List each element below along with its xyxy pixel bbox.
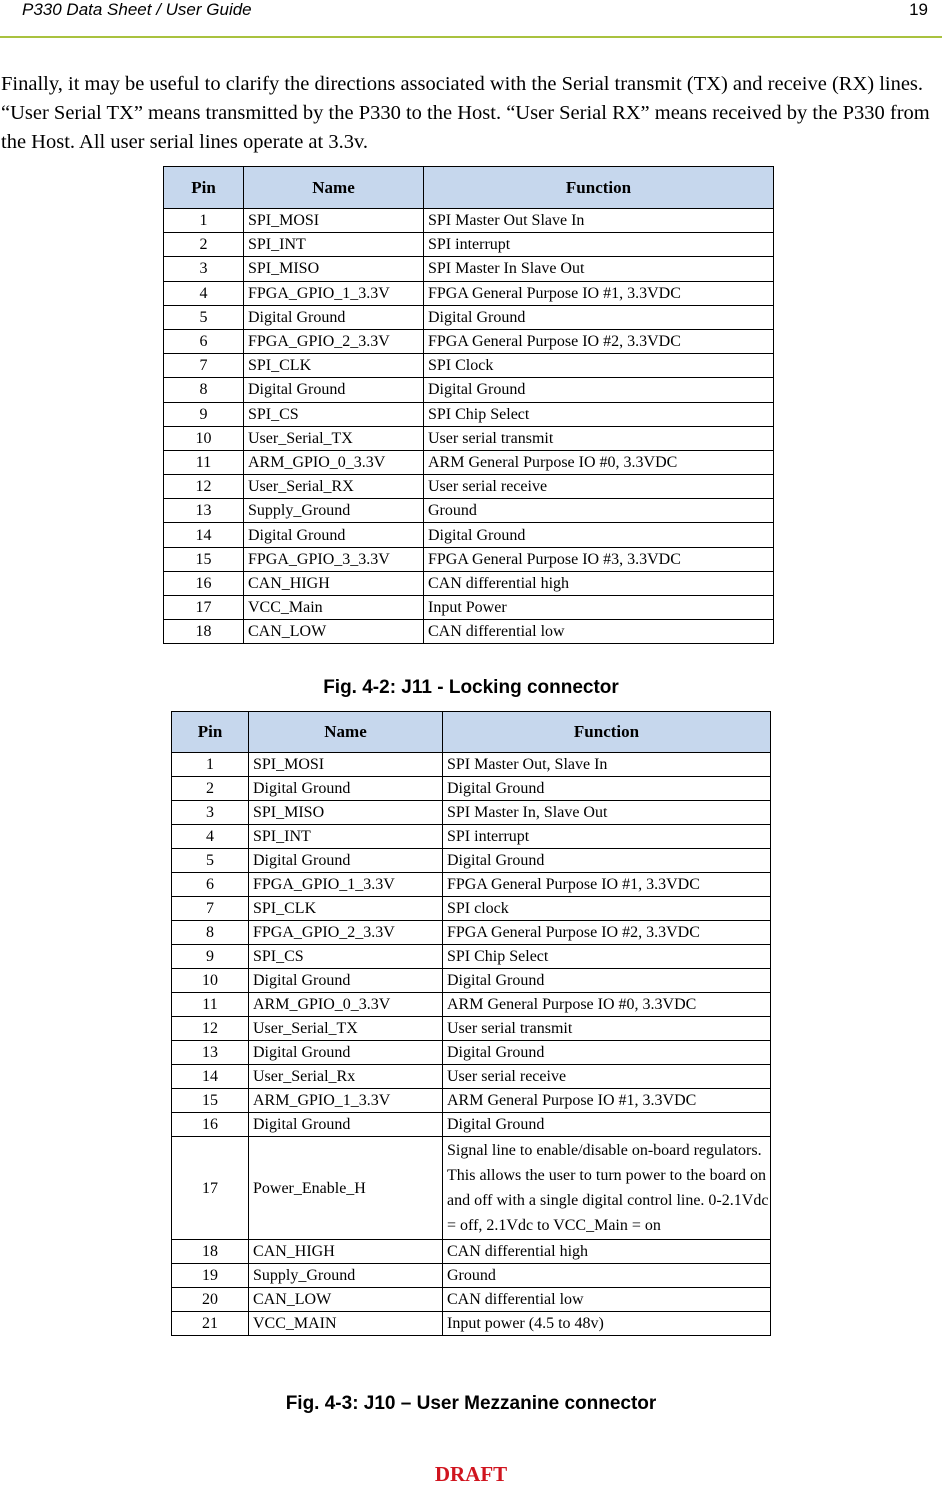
function-cell: Input power (4.5 to 48v) xyxy=(443,1312,771,1336)
function-cell: Digital Ground xyxy=(424,523,774,547)
name-cell: SPI_CS xyxy=(244,402,424,426)
table-row xyxy=(172,1113,771,1137)
draft-watermark: DRAFT xyxy=(434,1462,508,1486)
table-header-row xyxy=(172,712,771,753)
function-cell: User serial receive xyxy=(424,475,774,499)
function-cell: CAN differential high xyxy=(424,571,774,595)
pin-cell: 6 xyxy=(172,873,249,897)
pin-cell: 1 xyxy=(164,209,244,233)
table-row xyxy=(164,571,774,595)
function-cell: SPI Clock xyxy=(424,354,774,378)
table-row xyxy=(172,1137,771,1240)
table-row xyxy=(164,257,774,281)
table-row xyxy=(172,1065,771,1089)
name-cell: ARM_GPIO_1_3.3V xyxy=(249,1089,443,1113)
name-cell: FPGA_GPIO_2_3.3V xyxy=(249,921,443,945)
pin-cell: 8 xyxy=(164,378,244,402)
pin-cell: 4 xyxy=(164,281,244,305)
table-row xyxy=(172,1017,771,1041)
table-row xyxy=(172,1089,771,1113)
table-row xyxy=(164,378,774,402)
page-header xyxy=(0,0,942,38)
pin-cell: 3 xyxy=(172,801,249,825)
function-cell: Ground xyxy=(443,1264,771,1288)
function-cell: Input Power xyxy=(424,596,774,620)
table-row xyxy=(164,233,774,257)
pin-cell: 21 xyxy=(172,1312,249,1336)
pin-cell: 4 xyxy=(172,825,249,849)
pin-cell: 9 xyxy=(164,402,244,426)
name-cell: VCC_Main xyxy=(244,596,424,620)
pin-cell: 6 xyxy=(164,329,244,353)
table-row xyxy=(164,523,774,547)
table-row xyxy=(172,801,771,825)
name-cell: ARM_GPIO_0_3.3V xyxy=(249,993,443,1017)
table-row xyxy=(164,354,774,378)
name-cell: FPGA_GPIO_2_3.3V xyxy=(244,329,424,353)
function-cell: Digital Ground xyxy=(424,378,774,402)
table-row xyxy=(164,329,774,353)
function-cell: Signal line to enable/disable on-board regulators. This allows the user to turn power to the board on and off with a single digital control line. 0-2.1Vdc = off, 2.1Vdc to VCC_Main = on xyxy=(443,1137,771,1240)
function-cell: Digital Ground xyxy=(443,1113,771,1137)
table-row xyxy=(164,305,774,329)
name-cell: SPI_MISO xyxy=(249,801,443,825)
function-cell: Digital Ground xyxy=(443,777,771,801)
pin-cell: 18 xyxy=(172,1240,249,1264)
name-cell: SPI_INT xyxy=(249,825,443,849)
pin-cell: 2 xyxy=(164,233,244,257)
name-cell: CAN_LOW xyxy=(249,1288,443,1312)
function-cell: FPGA General Purpose IO #1, 3.3VDC xyxy=(443,873,771,897)
table-row xyxy=(172,897,771,921)
table-row xyxy=(172,945,771,969)
pin-cell: 10 xyxy=(164,426,244,450)
pin-cell: 14 xyxy=(164,523,244,547)
pin-cell: 3 xyxy=(164,257,244,281)
function-cell: User serial transmit xyxy=(424,426,774,450)
table-row xyxy=(172,849,771,873)
table-row xyxy=(164,475,774,499)
header-pin: Pin xyxy=(172,712,249,753)
table-row xyxy=(164,547,774,571)
name-cell: SPI_CLK xyxy=(249,897,443,921)
function-cell: SPI Master Out, Slave In xyxy=(443,753,771,777)
function-cell: Digital Ground xyxy=(443,969,771,993)
table-row xyxy=(172,1312,771,1336)
name-cell: FPGA_GPIO_1_3.3V xyxy=(249,873,443,897)
function-cell: SPI clock xyxy=(443,897,771,921)
name-cell: VCC_MAIN xyxy=(249,1312,443,1336)
function-cell: ARM General Purpose IO #0, 3.3VDC xyxy=(443,993,771,1017)
table-row xyxy=(164,596,774,620)
table-row xyxy=(172,753,771,777)
table-row xyxy=(164,499,774,523)
header-name: Name xyxy=(244,167,424,209)
function-cell: User serial transmit xyxy=(443,1017,771,1041)
pin-cell: 13 xyxy=(172,1041,249,1065)
function-cell: Ground xyxy=(424,499,774,523)
name-cell: SPI_MISO xyxy=(244,257,424,281)
function-cell: FPGA General Purpose IO #2, 3.3VDC xyxy=(443,921,771,945)
pin-cell: 18 xyxy=(164,620,244,644)
name-cell: Digital Ground xyxy=(249,1113,443,1137)
function-cell: ARM General Purpose IO #1, 3.3VDC xyxy=(443,1089,771,1113)
table-row xyxy=(172,993,771,1017)
intro-paragraph: Finally, it may be useful to clarify the directions associated with the Serial transmit (TX) and receive (RX) lines. “User Serial TX” means transmitted by the P330 to the Host. “User Serial RX” means received by the P330 from the Host. All user serial lines operate at 3.3v. xyxy=(1,73,930,153)
function-cell: SPI Master In, Slave Out xyxy=(443,801,771,825)
table-row xyxy=(164,426,774,450)
function-cell: ARM General Purpose IO #0, 3.3VDC xyxy=(424,450,774,474)
name-cell: ARM_GPIO_0_3.3V xyxy=(244,450,424,474)
name-cell: CAN_HIGH xyxy=(249,1240,443,1264)
pin-cell: 17 xyxy=(172,1137,249,1240)
function-cell: CAN differential low xyxy=(424,620,774,644)
function-cell: SPI Master In Slave Out xyxy=(424,257,774,281)
pin-cell: 7 xyxy=(172,897,249,921)
function-cell: SPI interrupt xyxy=(424,233,774,257)
figure-caption-j11: Fig. 4-2: J11 - Locking connector xyxy=(323,677,619,698)
function-cell: CAN differential high xyxy=(443,1240,771,1264)
j10-pinout-table xyxy=(171,711,771,1336)
function-cell: SPI Master Out Slave In xyxy=(424,209,774,233)
function-cell: Digital Ground xyxy=(443,849,771,873)
name-cell: Digital Ground xyxy=(244,523,424,547)
table-row xyxy=(164,209,774,233)
pin-cell: 8 xyxy=(172,921,249,945)
pin-cell: 19 xyxy=(172,1264,249,1288)
pin-cell: 12 xyxy=(172,1017,249,1041)
name-cell: Supply_Ground xyxy=(249,1264,443,1288)
name-cell: SPI_CS xyxy=(249,945,443,969)
function-cell: FPGA General Purpose IO #1, 3.3VDC xyxy=(424,281,774,305)
document-title: P330 Data Sheet / User Guide xyxy=(22,0,252,19)
table-row xyxy=(172,873,771,897)
name-cell: Digital Ground xyxy=(249,777,443,801)
pin-cell: 2 xyxy=(172,777,249,801)
table-row xyxy=(172,921,771,945)
pin-cell: 15 xyxy=(172,1089,249,1113)
name-cell: FPGA_GPIO_1_3.3V xyxy=(244,281,424,305)
name-cell: SPI_MOSI xyxy=(244,209,424,233)
j11-pinout-table xyxy=(163,166,774,644)
name-cell: Digital Ground xyxy=(249,969,443,993)
name-cell: CAN_LOW xyxy=(244,620,424,644)
name-cell: User_Serial_Rx xyxy=(249,1065,443,1089)
table-row xyxy=(172,969,771,993)
name-cell: User_Serial_RX xyxy=(244,475,424,499)
pin-cell: 11 xyxy=(164,450,244,474)
pin-cell: 1 xyxy=(172,753,249,777)
name-cell: SPI_CLK xyxy=(244,354,424,378)
pin-cell: 5 xyxy=(172,849,249,873)
function-cell: Digital Ground xyxy=(443,1041,771,1065)
name-cell: Digital Ground xyxy=(249,1041,443,1065)
table-row xyxy=(172,1240,771,1264)
name-cell: SPI_INT xyxy=(244,233,424,257)
figure-caption-j10: Fig. 4-3: J10 – User Mezzanine connector xyxy=(285,1393,657,1414)
table-row xyxy=(172,1041,771,1065)
name-cell: Power_Enable_H xyxy=(249,1137,443,1240)
function-cell: SPI Chip Select xyxy=(424,402,774,426)
table-row xyxy=(164,450,774,474)
name-cell: User_Serial_TX xyxy=(244,426,424,450)
name-cell: Supply_Ground xyxy=(244,499,424,523)
name-cell: SPI_MOSI xyxy=(249,753,443,777)
table-row xyxy=(172,777,771,801)
pin-cell: 5 xyxy=(164,305,244,329)
header-pin: Pin xyxy=(164,167,244,209)
table-row xyxy=(164,620,774,644)
pin-cell: 7 xyxy=(164,354,244,378)
function-cell: SPI Chip Select xyxy=(443,945,771,969)
function-cell: FPGA General Purpose IO #2, 3.3VDC xyxy=(424,329,774,353)
pin-cell: 11 xyxy=(172,993,249,1017)
function-cell: Digital Ground xyxy=(424,305,774,329)
table-row xyxy=(172,1264,771,1288)
pin-cell: 14 xyxy=(172,1065,249,1089)
pin-cell: 16 xyxy=(164,571,244,595)
pin-cell: 20 xyxy=(172,1288,249,1312)
page-number: 19 xyxy=(909,0,928,19)
table-row xyxy=(172,1288,771,1312)
name-cell: Digital Ground xyxy=(244,378,424,402)
pin-cell: 12 xyxy=(164,475,244,499)
header-name: Name xyxy=(249,712,443,753)
function-cell: SPI interrupt xyxy=(443,825,771,849)
name-cell: Digital Ground xyxy=(244,305,424,329)
table-row xyxy=(172,825,771,849)
header-function: Function xyxy=(424,167,774,209)
table-row xyxy=(164,281,774,305)
pin-cell: 10 xyxy=(172,969,249,993)
name-cell: FPGA_GPIO_3_3.3V xyxy=(244,547,424,571)
header-function: Function xyxy=(443,712,771,753)
pin-cell: 16 xyxy=(172,1113,249,1137)
name-cell: CAN_HIGH xyxy=(244,571,424,595)
table-row xyxy=(164,402,774,426)
pin-cell: 13 xyxy=(164,499,244,523)
pin-cell: 15 xyxy=(164,547,244,571)
name-cell: Digital Ground xyxy=(249,849,443,873)
name-cell: User_Serial_TX xyxy=(249,1017,443,1041)
function-cell: CAN differential low xyxy=(443,1288,771,1312)
pin-cell: 9 xyxy=(172,945,249,969)
pin-cell: 17 xyxy=(164,596,244,620)
function-cell: FPGA General Purpose IO #3, 3.3VDC xyxy=(424,547,774,571)
table-header-row xyxy=(164,167,774,209)
function-cell: User serial receive xyxy=(443,1065,771,1089)
